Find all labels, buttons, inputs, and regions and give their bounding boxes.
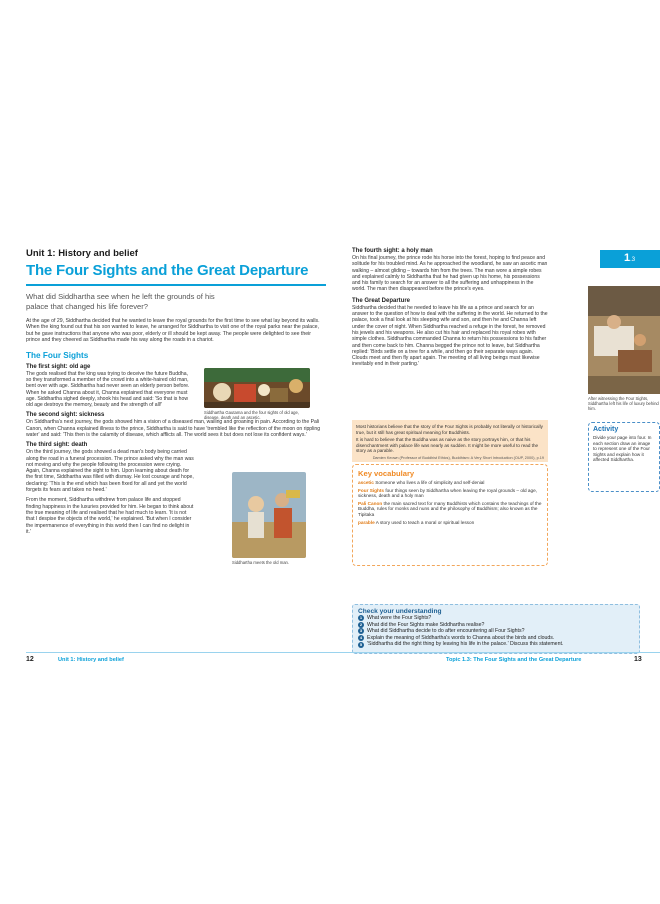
departure-painting: [588, 286, 660, 394]
paragraph-old-age: The gods realised that the king was trying to deceive the future Buddha, so they transformed a member of the crowd into a white-haired old man, bent over with age. Siddhartha had never seen an elderly person before. When he asked Channa about it, Channa explained that everyone must age. Siddhartha sighed deeply, shook his head and said: 'So that is how old age destroys the memory, beauty and the strength of all!': [26, 370, 190, 409]
question-text: What did Siddhartha decide to do after encountering all Four Sights?: [367, 628, 525, 635]
subheading-sickness: The second sight: sickness: [26, 412, 105, 419]
footer-rule: [26, 652, 660, 653]
left-page-number: 12: [26, 656, 34, 663]
unit-heading: Unit 1: History and belief: [26, 248, 138, 259]
paragraph-death: On the third journey, the gods showed a dead man's body being carried along the road in a funeral procession. The prince asked why the man was not moving and why the people following the procession were crying. Again, Channa explained the sight to him. Upon learning about death for the first time, Siddhartha was filled with dismay. He lost courage and hope, declaring: 'This is the end which has been fixed for all and yet the world forgets its fears and takes no heed.': [26, 449, 194, 494]
question-item: [358, 628, 634, 635]
question-number: 3: [359, 628, 363, 634]
vocab-item: [358, 520, 542, 526]
intro-paragraph: At the age of 29, Siddhartha decided that he wanted to leave the royal grounds for the first time to see what lay beyond its walls. When the king found out that his son wanted to leave, he arranged for Siddhartha to visit one of the royal parks near the palace, but he gave instructions that anyone who was poor, elderly or ill should be kept away. The people were delighted to see their prince and they cheered as Siddhartha made his way along the roads in a chariot.: [26, 318, 320, 344]
question-item: [358, 635, 634, 642]
vocab-definition: Someone who lives a life of simplicity and self-denial: [375, 480, 485, 485]
question-number: 2: [359, 621, 363, 627]
quote-source: Damien Keown (Professor of Buddhist Ethics), Buddhism: A Very Short Introduction (OUP, 2000), p.19: [372, 455, 544, 460]
activity-text: Divide your page into four. In each section draw an image to represent one of the Four Sights and explain how it affected Siddhartha.: [593, 435, 652, 463]
book-spread: [0, 240, 660, 660]
quote-intro: Most historians believe that the story of the Four Sights is probably not literally or historically true, but it still has great spiritual meaning for Buddhists.: [356, 424, 543, 435]
lead-question: What did Siddhartha see when he left the grounds of his palace that changed his life forever?: [26, 292, 215, 311]
vocab-term: parable: [358, 519, 375, 525]
question-item: [358, 622, 634, 629]
paragraph-great-departure: Siddhartha decided that he needed to leave his life as a prince and search for an answer to the question of how to deal with the suffering in the world. He returned to the palace, took a final look at his sleeping wife and son, and then he and Channa left under the cover of night. When Siddhartha reached a refuge in the forest, he removed his jewels and his weapons. He also cut his hair and replaced his royal robes with simple clothes. Siddhartha commanded Channa to return his possessions to his father and then come back to him. Channa begged the prince not to leave, but Siddhartha replied: 'Birds settle on a tree for a while, and then go their separate ways again. Clouds meet and then fly apart again. The meeting of all living beings must likewise inevitably end in their parting.': [352, 304, 548, 368]
question-text: Explain the meaning of Siddhartha's words to Channa about the birds and clouds.: [367, 634, 555, 641]
page-footer: [0, 652, 660, 670]
paragraph-holy-man: On his final journey, the prince rode his horse into the forest, hoping to find peace and solitude for his troubled mind. As he approached the woodland, he saw an ascetic man walking – almost gliding – towards him from the trees. The man wore a simple robes and explained calmly to Siddhartha that he had given up his home, his possessions and his family to search for an answer to all the suffering and unhappiness in the world. The man then disappeared before the prince's eyes.: [352, 255, 548, 293]
check-understanding-box: [352, 604, 640, 654]
vocab-item: [358, 488, 542, 499]
four-sights-painting: [204, 368, 310, 408]
vocab-term: Pali Canon: [358, 500, 383, 506]
activity-box: [588, 422, 660, 492]
vocab-term: Four Sights: [358, 487, 385, 493]
title-divider: [26, 284, 326, 286]
subheading-holy-man: The fourth sight: a holy man: [352, 248, 433, 254]
badge-subnumber: .3: [630, 257, 636, 263]
question-text: What did the Four Sights make Siddhartha realise?: [367, 621, 485, 628]
question-text: What were the Four Sights?: [367, 615, 432, 621]
caption-four-sights: Siddhartha Gautama and the four sights of old age, disease, death and an ascetic.: [204, 410, 299, 421]
question-item: [358, 641, 634, 648]
cyu-title: Check your understanding: [358, 608, 442, 615]
caption-departure: After witnessing the Four Sights, Siddhartha left his life of luxury behind him.: [588, 396, 659, 412]
caption-old-man: Siddhartha meets the old man.: [232, 560, 290, 565]
key-vocabulary-box: [352, 464, 548, 566]
vocab-title: Key vocabulary: [358, 469, 415, 478]
question-number: 1: [359, 615, 363, 621]
question-number: 5: [359, 641, 363, 647]
question-text: 'Siddhartha did the right thing by leaving his life in the palace.' Discuss this statement.: [367, 641, 564, 648]
question-item: [358, 615, 634, 622]
vocab-term: ascetic: [358, 480, 374, 485]
vocab-definition: four things seen by Siddhartha when leaving the royal grounds – old age, sickness, death and a holy man: [358, 487, 538, 499]
subheading-death: The third sight: death: [26, 442, 88, 449]
old-man-painting: [232, 472, 306, 558]
footer-unit-title: Unit 1: History and belief: [58, 657, 124, 663]
footer-topic-title: Topic 1.3: The Four Sights and the Great Departure: [446, 657, 582, 663]
vocab-item: [358, 501, 542, 518]
question-number: 4: [359, 635, 363, 641]
badge-number: 1: [624, 252, 631, 264]
subheading-great-departure: The Great Departure: [352, 297, 411, 304]
paragraph-sickness: On Siddhartha's next journey, the gods showed him a vision of a diseased man, wailing and groaning in pain. According to the Pali Canon, when Channa explained illness to the prince, Siddhartha is said to have 'trembled like the reflection of the moon on rippling water' and said: 'This then is the calamity of disease, which afflicts all. The world sees it but does not lose its confident ways.': [26, 419, 321, 438]
scholar-quote-box: [352, 420, 548, 462]
vocab-item: [358, 480, 542, 486]
section-heading-four-sights: The Four Sights: [26, 350, 89, 360]
right-page-number: 13: [634, 656, 642, 663]
right-page-column: [352, 248, 548, 368]
subheading-old-age: The first sight: old age: [26, 363, 91, 370]
paragraph-withdrawal: From the moment, Siddhartha withdrew from palace life and stopped finding happiness in the luxuries provided for him. He began to think about the true meaning of life and realised that he had much to learn. 'It is not that I despise the objects of the world,' he explained. 'But when I consider the impermanence of everything in this world then I can find no delight in it.': [26, 497, 194, 535]
vocab-definition: A story used to teach a moral or spiritual lesson: [375, 519, 475, 525]
vocab-definition: the main sacred text for many Buddhists which contains the teachings of the Buddha, rules for monks and nuns and the philosophy of Buddhism; also known as the Tipitaka: [358, 500, 542, 517]
topic-title: The Four Sights and the Great Departure: [26, 262, 309, 279]
topic-number-badge: [600, 250, 660, 268]
activity-title: Activity: [593, 426, 619, 433]
quote-text: It is hard to believe that the Buddha was as naive as the story portrays him, or that his disenchantment with palace life was nearly as sudden. It might be more useful to read the story as a parable.: [356, 437, 539, 454]
